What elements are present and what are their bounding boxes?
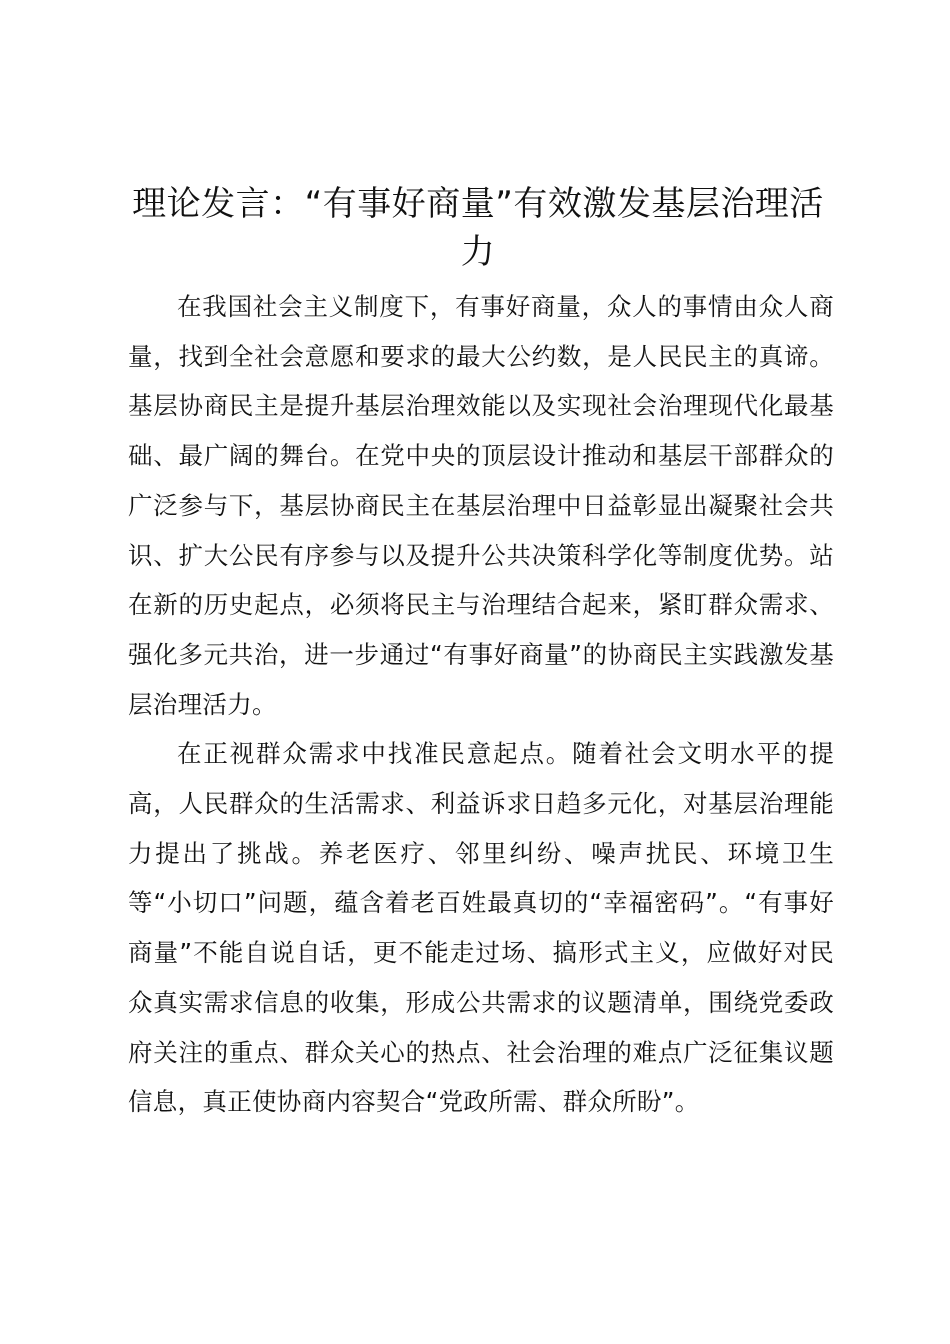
body-paragraph-2: 在正视群众需求中找准民意起点。随着社会文明水平的提高，人民群众的生活需求、利益诉求日趋多元化，对基层治理能力提出了挑战。养老医疗、邻里纠纷、噪声扰民、环境卫生等“小切口”问题，蕴含着老百姓最真切的“幸福密码”。“有事好商量”不能自说自话，更不能走过场、搞形式主义，应做好对民众真实需求信息的收集，形成公共需求的议题清单，围绕党委政府关注的重点、群众关心的热点、社会治理的难点广泛征集议题信息，真正使协商内容契合“党政所需、群众所盼”。 (128, 739, 834, 1117)
body-paragraph-1: 在我国社会主义制度下，有事好商量，众人的事情由众人商量，找到全社会意愿和要求的最大公约数，是人民民主的真谛。基层协商民主是提升基层治理效能以及实现社会治理现代化最基础、最广阔的舞台。在党中央的顶层设计推动和基层干部群众的广泛参与下，基层协商民主在基层治理中日益彰显出凝聚社会共识、扩大公民有序参与以及提升公共决策科学化等制度优势。站在新的历史起点，必须将民主与治理结合起来，紧盯群众需求、强化多元共治，进一步通过“有事好商量”的协商民主实践激发基层治理活力。 (128, 292, 834, 719)
document-title: 理论发言：“有事好商量”有效激发基层治理活力 (132, 184, 824, 272)
document-body (128, 282, 834, 1127)
